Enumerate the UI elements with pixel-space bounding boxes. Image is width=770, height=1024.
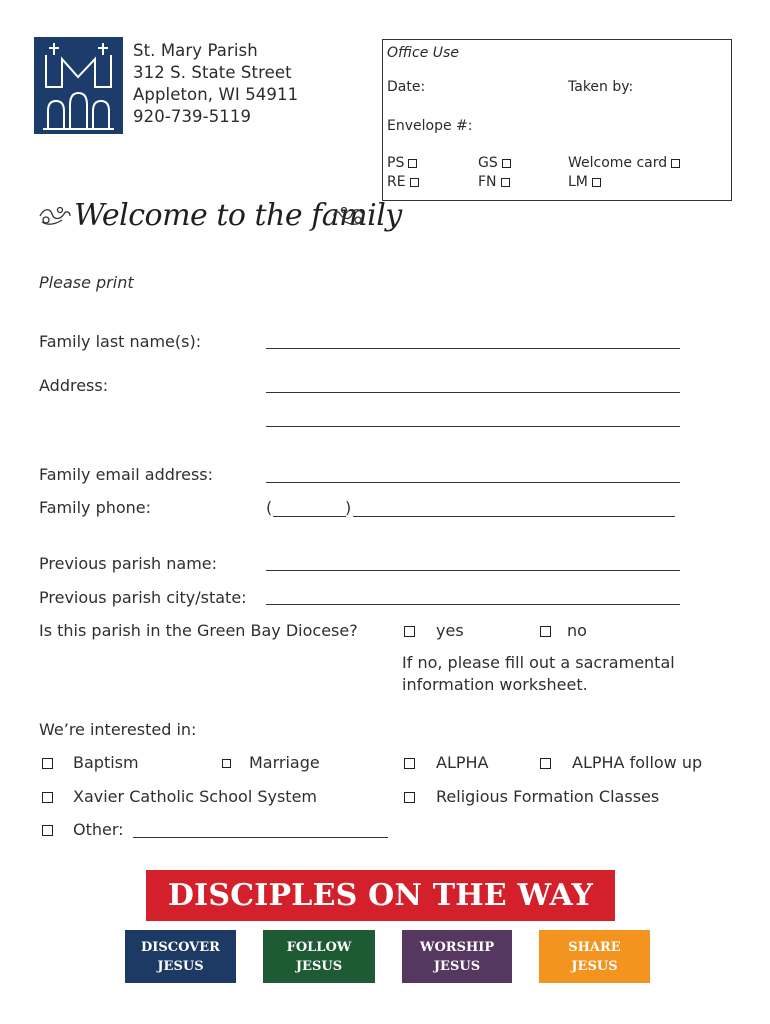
welcome-heading-text: Welcome to the family xyxy=(74,198,402,233)
alpha-follow-up-checkbox[interactable] xyxy=(540,758,551,769)
address-field-line-2[interactable] xyxy=(266,426,680,427)
religious-formation-label: Religious Formation Classes xyxy=(436,787,660,806)
parish-logo xyxy=(34,37,123,134)
parish-street: 312 S. State Street xyxy=(133,63,292,82)
discover-line-2: JESUS xyxy=(157,958,204,974)
worship-line-2: JESUS xyxy=(433,958,481,974)
office-gs: GS xyxy=(478,155,511,171)
welcome-heading xyxy=(38,192,402,250)
diocese-no-checkbox[interactable] xyxy=(540,626,551,637)
share-line-2: JESUS xyxy=(571,958,618,974)
office-envelope-label: Envelope #: xyxy=(387,118,473,134)
ps-checkbox[interactable] xyxy=(408,159,417,168)
other-field[interactable] xyxy=(133,837,388,838)
family-email-field[interactable] xyxy=(266,482,680,483)
share-jesus-badge xyxy=(539,930,650,983)
flourish-right-icon xyxy=(332,204,366,228)
parish-name: St. Mary Parish xyxy=(133,41,258,60)
office-use-title: Office Use xyxy=(387,45,459,61)
follow-line-1: FOLLOW xyxy=(286,939,352,955)
other-label: Other: xyxy=(73,820,124,839)
diocese-question: Is this parish in the Green Bay Diocese? xyxy=(39,621,358,640)
xavier-label: Xavier Catholic School System xyxy=(73,787,318,806)
address-field-line-1[interactable] xyxy=(266,392,680,393)
diocese-note xyxy=(402,652,702,696)
phone-area-open: ( xyxy=(266,498,273,517)
follow-jesus-badge xyxy=(263,930,375,983)
follow-line-2: JESUS xyxy=(295,958,343,974)
marriage-label: Marriage xyxy=(249,753,320,772)
other-checkbox[interactable] xyxy=(42,825,53,836)
alpha-checkbox[interactable] xyxy=(404,758,415,769)
banner-title: DISCIPLES ON THE WAY xyxy=(167,878,594,913)
parish-address xyxy=(133,40,298,128)
diocese-yes-label: yes xyxy=(436,621,464,640)
previous-city-state-label: Previous parish city/state: xyxy=(39,588,247,607)
religious-formation-checkbox[interactable] xyxy=(404,792,415,803)
discover-jesus-badge xyxy=(125,930,236,983)
phone-number-field[interactable] xyxy=(353,516,675,517)
office-ps: PS xyxy=(387,155,417,171)
flourish-left-icon xyxy=(38,204,72,228)
lm-checkbox[interactable] xyxy=(592,178,601,187)
interests-label: We’re interested in: xyxy=(39,720,197,739)
family-email-label: Family email address: xyxy=(39,465,214,484)
fn-checkbox[interactable] xyxy=(501,178,510,187)
discover-line-1: DISCOVER xyxy=(141,939,220,955)
diocese-note-line-2: information worksheet. xyxy=(402,675,588,694)
office-fn: FN xyxy=(478,174,510,190)
disciples-banner xyxy=(146,870,615,921)
baptism-checkbox[interactable] xyxy=(42,758,53,769)
diocese-yes-checkbox[interactable] xyxy=(404,626,415,637)
office-welcome-card: Welcome card xyxy=(568,155,680,171)
worship-jesus-badge xyxy=(402,930,512,983)
share-line-1: SHARE xyxy=(568,939,621,955)
address-label: Address: xyxy=(39,376,109,395)
previous-parish-label: Previous parish name: xyxy=(39,554,218,573)
diocese-no-label: no xyxy=(567,621,587,640)
office-taken-by-label: Taken by: xyxy=(568,79,634,95)
marriage-checkbox[interactable] xyxy=(222,759,231,768)
phone-area-close: ) xyxy=(345,498,352,517)
office-re: RE xyxy=(387,174,419,190)
family-phone-label: Family phone: xyxy=(39,498,152,517)
office-use-box xyxy=(382,39,732,201)
previous-city-state-field[interactable] xyxy=(266,604,680,605)
alpha-follow-up-label: ALPHA follow up xyxy=(572,753,703,772)
alpha-label: ALPHA xyxy=(436,753,489,772)
diocese-note-line-1: If no, please fill out a sacramental xyxy=(402,653,675,672)
church-icon xyxy=(34,37,123,134)
family-last-name-field[interactable] xyxy=(266,348,680,349)
previous-parish-field[interactable] xyxy=(266,570,680,571)
parish-city: Appleton, WI 54911 xyxy=(133,85,299,104)
re-checkbox[interactable] xyxy=(410,178,419,187)
worship-line-1: WORSHIP xyxy=(419,939,495,955)
xavier-checkbox[interactable] xyxy=(42,792,53,803)
please-print-note: Please print xyxy=(39,273,134,292)
family-last-name-label: Family last name(s): xyxy=(39,332,202,351)
office-date-label: Date: xyxy=(387,79,426,95)
welcome-card-checkbox[interactable] xyxy=(671,159,680,168)
office-lm: LM xyxy=(568,174,601,190)
parish-phone: 920-739-5119 xyxy=(133,107,252,126)
baptism-label: Baptism xyxy=(73,753,139,772)
gs-checkbox[interactable] xyxy=(502,159,511,168)
phone-area-code-field[interactable] xyxy=(273,516,346,517)
